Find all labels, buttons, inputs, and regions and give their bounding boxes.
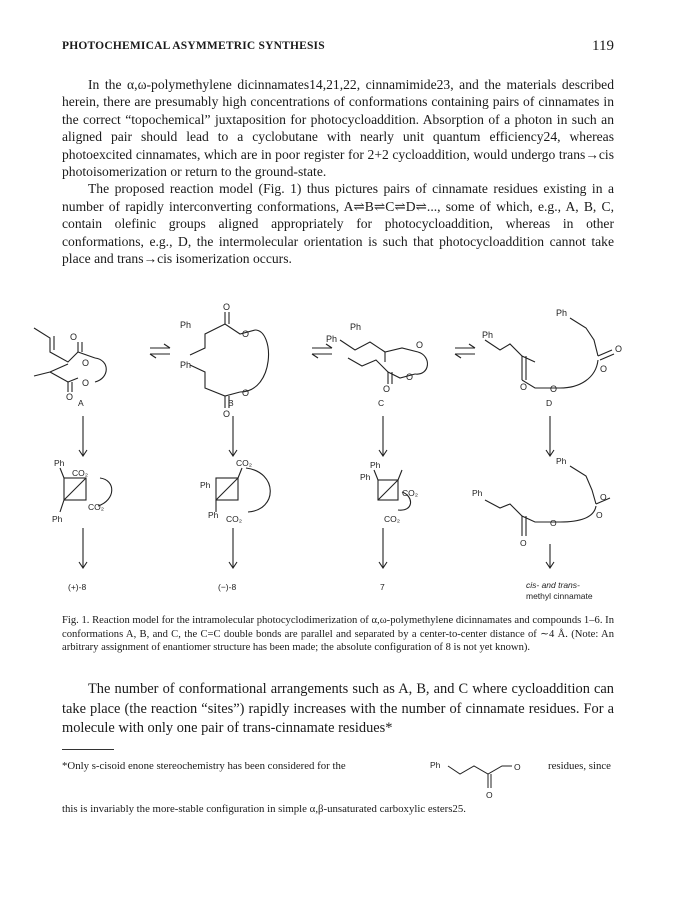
atom-label: Ph [52,514,63,524]
page-number: 119 [592,38,614,54]
atom-label: CO₂ [88,502,105,512]
atom-label: Ph [556,456,567,466]
atom-label: Ph [360,472,371,482]
body-text-top [62,76,614,267]
reaction-scheme [30,300,646,605]
product-label-b: (−)-8 [218,582,237,592]
paragraph-1: In the α,ω-polymethylene dicinnamates14,21,22, cinnamimide23, and the materials described herein, there are presumably high concentrations of conformations containing pairs of cinnamates in the correct “topochemical” juxtaposition for photocycloaddition. Absorption of a photon in such an aligned pair should lead to a cyclobutane with nearly unit quantum efficiency24, whereas photoexcited cinnamates, which are in poor register for 2+2 cycloaddition, would undergo trans→cis photoisomerization or return to the ground-state. [62,77,614,180]
conformation-label-d: D [546,398,553,408]
atom-label: Ph [180,320,192,330]
product-label-d-line1: cis- and trans- [526,580,580,590]
atom-label: Ph [370,460,381,470]
atom-label: O [70,332,78,342]
atom-label: O [596,510,603,520]
atom-label: CO₂ [402,488,419,498]
atom-label: CO₂ [72,468,89,478]
atom-label: O [486,790,493,800]
footnote-line-1: *Only s-cisoid enone stereochemistry has been considered for the [62,760,346,772]
footnote-enone-structure [430,756,550,800]
atom-label: O [520,538,527,548]
atom-label: O [416,340,424,350]
atom-label: O [520,382,528,392]
atom-label: CO₂ [384,514,401,524]
atom-label: Ph [200,480,211,490]
atom-label: O [600,492,607,502]
atom-label: O [383,384,391,394]
conformation-label-b: B [228,398,234,408]
atom-label: O [223,409,231,419]
atom-label: Ph [482,330,494,340]
atom-label: O [82,358,90,368]
footnote-line-2: this is invariably the more-stable configuration in simple α,β-unsaturated carboxylic esters25. [62,803,466,815]
figure-caption: Fig. 1. Reaction model for the intramolecular photocyclodimerization of α,ω-polymethylene dicinnamates and compounds 1–6. In conformations A, B, and C, the C=C double bonds are parallel and separated by a center-to-center distance of ∼4 Å. (Note: An arbitrary assignment of enantiomer structure has been made; the absolute configuration of 8 is not yet known). [62,615,614,654]
atom-label: Ph [180,360,192,370]
atom-label: O [242,388,250,398]
running-title: PHOTOCHEMICAL ASYMMETRIC SYNTHESIS [62,40,325,52]
body-text-bottom [62,680,614,739]
atom-label: O [223,302,231,312]
atom-label: CO₂ [236,458,253,468]
atom-label: O [514,762,521,772]
paragraph-3: The number of conformational arrangements such as A, B, and C where cycloaddition can take place (the reaction “sites”) rapidly increases with the number of cinnamate residues. For a molecule with only one pair of trans-cinnamate residues* [62,681,614,737]
atom-label: O [406,372,414,382]
atom-label: O [600,364,608,374]
product-label-d-line2: methyl cinnamate [526,591,593,601]
footnote-rule [62,749,114,750]
product-label-a: (+)-8 [68,582,87,592]
page-header [62,38,614,58]
footnote-tail: residues, since [548,760,611,772]
paragraph-2: The proposed reaction model (Fig. 1) thus pictures pairs of cinnamate residues existing in a number of rapidly interconverting conformations, A⇌B⇌C⇌D⇌..., some of which, e.g., A, B, C, contain olefinic groups aligned appropriately for photocycloaddition, whereas in other conformations, e.g., D, the intermolecular orientation is such that photocycloaddition cannot take place and trans→cis isomerization occurs. [62,181,614,267]
atom-label: Ph [430,760,441,770]
atom-label: Ph [54,458,65,468]
atom-label: Ph [326,334,338,344]
atom-label: O [242,329,250,339]
atom-label: Ph [472,488,483,498]
atom-label: Ph [556,308,568,318]
atom-label: O [615,344,623,354]
product-label-c: 7 [380,582,385,592]
atom-label: CO₂ [226,514,243,524]
atom-label: Ph [350,322,362,332]
atom-label: O [66,392,74,402]
figure-1-reaction-model [30,300,646,605]
atom-label: O [550,384,558,394]
conformation-label-a: A [78,398,84,408]
atom-label: Ph [208,510,219,520]
atom-label: O [550,518,557,528]
conformation-label-c: C [378,398,385,408]
atom-label: O [82,378,90,388]
